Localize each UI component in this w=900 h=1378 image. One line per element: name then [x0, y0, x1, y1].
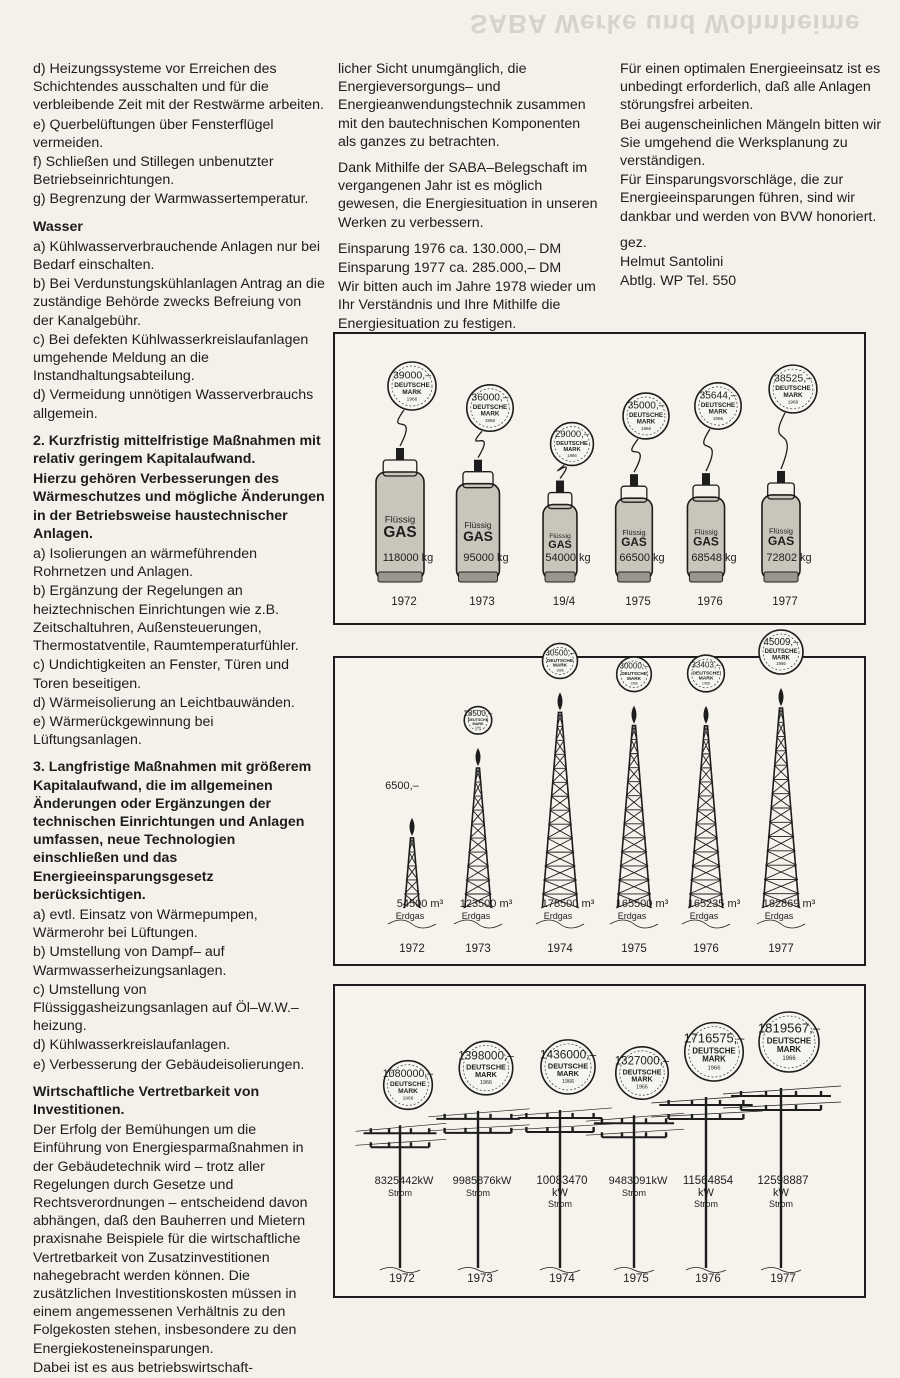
strom-sublabel: Strom	[387, 1188, 413, 1198]
tank-label-fluessig: Flüssig	[622, 527, 646, 537]
paragraph: b) Umstellung von Dampf– auf Warmwasserheizungsanlagen.	[33, 944, 227, 979]
quantity-label: 123500 m³	[459, 898, 513, 910]
ground-line	[682, 920, 730, 928]
coin-text-year: 1966	[630, 681, 638, 686]
erdgas-sublabel: Erdgas	[689, 911, 719, 921]
quantity-label: 11564854	[682, 1175, 734, 1187]
gas-tank-valve	[556, 481, 564, 493]
coin-text-year: 1966	[707, 1065, 721, 1072]
coin-text-year: 1966	[406, 397, 418, 403]
quantity-label: 182869 m³	[762, 898, 816, 910]
paragraph: Dank Mithilfe der SABA–Belegschaft im vergangenen Jahr ist es möglich gewesen, die Energiesituation in unseren Werken zu verbessern.	[338, 160, 598, 231]
derrick-lattice	[616, 726, 652, 908]
strom-sublabel: Strom	[621, 1188, 647, 1198]
paragraph: g) Begrenzung der Warmwassertemperatur.	[33, 191, 309, 208]
year-label: 1977	[770, 1273, 796, 1285]
coin-text-year: 1966	[402, 1096, 414, 1102]
year-label: 1975	[621, 943, 647, 955]
gas-tank-foot	[689, 572, 722, 582]
coin-text-deutsche: DEUTSCHE	[467, 717, 489, 722]
coin-value-label: 39000,–	[392, 369, 432, 382]
coin-text-mark: MARK	[702, 1054, 726, 1064]
quantity-label: 9985876kW	[452, 1175, 512, 1187]
signature-name: Helmut Santolini	[620, 254, 724, 271]
tank-label-fluessig: Flüssig	[768, 526, 794, 536]
coin-text-mark: MARK	[631, 1076, 653, 1084]
coin-text-year: 1966	[567, 452, 577, 458]
year-label: 1972	[391, 596, 417, 608]
section-heading-4: Wirtschaftliche Vertretbarkeit von Investitionen.	[33, 1083, 260, 1118]
fluessiggas-pictogram-chart	[335, 334, 864, 623]
coin-value-label: 35644,–	[699, 390, 737, 402]
gas-tank-foot	[545, 572, 575, 582]
tank-label-gas: GAS	[548, 539, 572, 552]
quantity-unit: kW	[552, 1187, 568, 1199]
coin-text-year: 1966	[701, 681, 711, 686]
signature-gez: gez.	[620, 234, 647, 251]
coin-value-label: 35000,–	[627, 400, 665, 412]
coin-value-label: 1327000,–	[614, 1055, 670, 1068]
coin-text-mark: MARK	[402, 388, 422, 396]
paragraph: a) Isolierungen an wärmeführenden Rohrnetzen und Anlagen.	[33, 546, 257, 581]
gas-tank-foot	[459, 572, 498, 582]
year-label: 19/4	[552, 596, 576, 608]
coin-text-mark: MARK	[398, 1088, 418, 1096]
paragraph: Der Erfolg der Bemühungen um die Einführung von Energiesparmaßnahmen in der Gebäudetechnik wird – trotz aller Regelungen durch Gesetze und Rechtsverordnungen – entscheidend davon abhängen, daß den Bauherren und Mietern praxisnahe Beispiele für die wirtschaftliche Vertretbarkeit von Zusatzinvestitionen nahegebracht werden können. Die zusätzlichen Investitionskosten müssen in einem angemessenen Verhältnis zu den Folgekosten stehen, insbesondere zu den Energiekosteneinsparungen.	[33, 1122, 308, 1357]
ground-line	[686, 1268, 726, 1273]
flame	[704, 706, 709, 724]
year-label: 1976	[697, 596, 723, 608]
gas-tank-valve	[702, 473, 710, 485]
gas-tank-valve	[630, 474, 638, 486]
derrick-lattice	[463, 768, 492, 908]
coin-text-mark: MARK	[783, 391, 803, 399]
coin-text-deutsche: DEUTSCHE	[692, 671, 720, 677]
coin-text-deutsche: DEUTSCHE	[764, 649, 798, 656]
coin-text-deutsche: DEUTSCHE	[692, 1046, 736, 1056]
tank-label-fluessig: Flüssig	[464, 520, 492, 531]
hose	[558, 465, 567, 478]
paragraph: Wir bitten auch im Jahre 1978 wieder um Ihr Verständnis und Ihre Mithilfe die Energiesituation zu festigen.	[338, 279, 596, 332]
quantity-label: 8325442kW	[374, 1175, 434, 1187]
ground-line	[388, 920, 436, 928]
text-column-1	[33, 60, 325, 1378]
strom-sublabel: Strom	[768, 1199, 794, 1209]
tank-label-gas: GAS	[621, 535, 647, 549]
coin-value-label: 1819567,–	[757, 1020, 821, 1036]
coin-text-mark: MARK	[627, 675, 641, 681]
hose	[476, 431, 485, 457]
ground-line	[380, 1268, 420, 1273]
ground-line	[458, 1268, 498, 1273]
derrick-lattice	[541, 712, 579, 908]
quantity-label: 54500 m³	[396, 898, 444, 910]
quantity-label: 118000 kg	[382, 552, 434, 564]
tank-label-fluessig: Flüssig	[384, 514, 416, 526]
paragraph: Bei augenscheinlichen Mängeln bitten wir Sie umgehend die Werksplanung zu verständigen.	[620, 116, 882, 170]
coin-text-mark: MARK	[698, 676, 714, 682]
year-label: 1977	[772, 596, 798, 608]
coin-value-label: 33403,–	[691, 660, 721, 670]
quantity-label: 10083470	[536, 1175, 588, 1187]
flame	[476, 748, 481, 766]
coin-value-label: 1398000,–	[458, 1049, 514, 1063]
hose	[779, 413, 788, 469]
paragraph: c) Undichtigkeiten an Fenster, Türen und Toren beseitigen.	[33, 657, 290, 692]
coin-text-year: 1966	[556, 668, 564, 673]
coin-text-deutsche: DEUTSCHE	[394, 382, 430, 390]
coin-text-deutsche: DEUTSCHE	[622, 1069, 662, 1077]
year-label: 1973	[469, 596, 495, 608]
paragraph: d) Kühlwasserkreislaufanlagen.	[33, 1037, 231, 1054]
year-label: 1975	[625, 596, 651, 608]
coin-text-mark: MARK	[557, 1068, 579, 1078]
coin-text-year: 1966	[480, 1080, 492, 1087]
coin-value-label: 30500,–	[545, 648, 575, 658]
flame	[558, 692, 563, 710]
quantity-label: 72802 kg	[766, 552, 812, 564]
ground-line	[610, 920, 658, 928]
coin-value-label: 30000,–	[619, 661, 649, 671]
section-heading-2: 2. Kurzfristig mittelfristige Maßnahmen mit relativ geringem Kapitalaufwand.	[33, 432, 321, 468]
paragraph: c) Bei defekten Kühlwasserkreislaufanlagen umgehende Meldung an die Instandhaltungsabteilung.	[33, 331, 309, 385]
quantity-unit: kW	[698, 1187, 714, 1199]
year-label: 1974	[547, 943, 573, 955]
paragraph: b) Bei Verdunstungskühlanlagen Antrag an die zuständige Behörde zwecks Befreiung von der Kanalgebühr.	[33, 276, 325, 329]
year-label: 1977	[768, 943, 794, 955]
paragraph: e) Querbelüftungen über Fensterflügel vermeiden.	[33, 116, 274, 151]
coin-text-mark: MARK	[475, 1069, 497, 1079]
coin-text-mark: MARK	[563, 447, 581, 454]
coin-text-deutsche: DEUTSCHE	[466, 1062, 506, 1072]
coin-value-label: 45009,–	[763, 636, 799, 648]
hose	[398, 410, 407, 446]
coin-text-year: 1966	[776, 661, 786, 667]
erdgas-sublabel: Erdgas	[617, 911, 647, 921]
year-label: 1975	[623, 1273, 649, 1285]
year-label: 1972	[389, 1273, 415, 1285]
savings-1976: Einsparung 1976 ca. 130.000,– DM	[338, 240, 562, 257]
ground-line	[536, 920, 584, 928]
derrick-lattice	[688, 726, 724, 908]
strom-sublabel: Strom	[547, 1199, 573, 1209]
gas-tank-valve	[474, 460, 482, 472]
year-label: 1973	[465, 943, 491, 955]
paragraph: e) Wärmerückgewinnung bei Lüftungsanlagen.	[33, 713, 214, 749]
coin-text-year: 1966	[484, 417, 496, 423]
coin-text-mark: MARK	[776, 1044, 802, 1054]
gas-tank-foot	[618, 572, 651, 582]
flame	[779, 688, 784, 706]
section-heading-wasser: Wasser	[33, 218, 83, 235]
coin-text-deutsche: DEUTSCHE	[556, 441, 588, 448]
tank-label-gas: GAS	[693, 534, 719, 549]
coin-text-deutsche: DEUTSCHE	[766, 1036, 812, 1046]
paragraph: licher Sicht unumgänglich, die Energieversorgungs– und Energieanwendungstechnik zusammen mit den bautechnischen Komponenten als ganzes zu betrachten.	[338, 61, 586, 150]
quantity-label: 68548 kg	[691, 552, 737, 564]
quantity-unit: kW	[773, 1187, 789, 1199]
section-heading-3: 3. Langfristige Maßnahmen mit größerem Kapitalaufwand, die im allgemeinen Änderungen oder Ergänzungen der technischen Einrichtungen und Anlagen umfassen, neue Technologien einschließen und das Energieeinsparungsgesetz berücksichtigen.	[33, 759, 312, 903]
chart-panel-strom	[333, 984, 866, 1298]
paragraph: Für Einsparungsvorschläge, die zur Energieeinsparungen führen, sind wir dankbar und werden von BVW honoriert.	[620, 172, 877, 225]
paragraph: a) Kühlwasserverbrauchende Anlagen nur bei Bedarf einschalten.	[33, 238, 321, 274]
ground-line	[757, 920, 805, 928]
coin-text-year: 1966	[474, 726, 482, 730]
ghost-header-bleedthrough: SABA Werke und Wohnheime	[470, 9, 861, 39]
coin-text-deutsche: DEUTSCHE	[547, 1061, 589, 1071]
coin-text-mark: MARK	[480, 410, 500, 418]
quantity-label: 9483091kW	[608, 1175, 668, 1187]
coin-text-mark: MARK	[472, 721, 484, 726]
coin-text-year: 1966	[640, 425, 652, 431]
coin-value-label: 38525,–	[774, 372, 812, 385]
coin-text-deutsche: DEUTSCHE	[547, 658, 573, 664]
cost-label: 6500,–	[385, 779, 419, 792]
year-label: 1976	[693, 943, 719, 955]
paragraph: f) Schließen und Stillegen unbenutzter Betriebseinrichtungen.	[33, 154, 274, 189]
coin-text-mark: MARK	[552, 663, 568, 669]
quantity-label: 178500 m³	[541, 898, 595, 910]
text-column-2	[338, 60, 600, 334]
coin-value-label: 29000,–	[554, 428, 590, 440]
erdgas-pictogram-chart	[335, 636, 864, 964]
quantity-label: 12598887	[757, 1175, 809, 1187]
paragraph: Für einen optimalen Energieeinsatz ist es unbedingt erforderlich, daß alle Anlagen störungsfrei arbeiten.	[620, 61, 881, 114]
chart-panel-fluessiggas	[333, 332, 866, 625]
paragraph: e) Verbesserung der Gebäudeisolierungen.	[33, 1056, 305, 1073]
coin-text-mark: MARK	[636, 418, 656, 426]
coin-value-label: 18500,–	[463, 708, 493, 718]
coin-text-deutsche: DEUTSCHE	[389, 1081, 427, 1089]
coin-value-label: 1436000,–	[539, 1047, 597, 1062]
year-label: 1972	[399, 943, 425, 955]
coin-text-deutsche: DEUTSCHE	[700, 402, 736, 410]
coin-text-deutsche: DEUTSCHE	[621, 671, 647, 677]
erdgas-sublabel: Erdgas	[461, 911, 491, 921]
quantity-label: 54000 kg	[545, 552, 591, 564]
erdgas-sublabel: Erdgas	[764, 911, 794, 921]
section-subheading-2: Hierzu gehören Verbesserungen des Wärmeschutzes und mögliche Änderungen in der Betriebsweise haustechnischer Anlagen.	[33, 471, 325, 542]
coin-text-year: 1966	[712, 415, 724, 421]
gas-tank-valve	[777, 471, 785, 483]
paragraph: c) Umstellung von Flüssiggasheizungsanlagen auf Öl–W.W.–heizung.	[33, 981, 299, 1035]
quantity-label: 165500 m³	[615, 898, 669, 910]
coin-text-year: 1966	[636, 1084, 648, 1091]
coin-text-mark: MARK	[772, 655, 790, 662]
quantity-label: 165235 m³	[687, 898, 741, 910]
tank-label-fluessig: Flüssig	[549, 533, 571, 541]
coin-text-deutsche: DEUTSCHE	[628, 412, 664, 420]
coin-text-deutsche: DEUTSCHE	[472, 404, 508, 412]
erdgas-sublabel: Erdgas	[543, 911, 573, 921]
paragraph: d) Vermeidung unnötigen Wasserverbrauchs allgemein.	[33, 387, 314, 422]
paragraph: Dabei ist es aus betriebswirtschaft-	[33, 1359, 253, 1376]
ground-line	[614, 1268, 654, 1273]
year-label: 1976	[695, 1273, 721, 1285]
gas-tank-foot	[378, 572, 422, 582]
year-label: 1974	[549, 1273, 575, 1285]
erdgas-sublabel: Erdgas	[395, 911, 425, 921]
hose	[632, 439, 641, 472]
coin-text-year: 1966	[787, 400, 799, 406]
tank-label-gas: GAS	[767, 533, 795, 548]
paragraph: d) Heizungssysteme vor Erreichen des Schichtendes ausschalten und für die verbleibende Zeit mit der Restwärme arbeiten.	[33, 61, 324, 114]
text-column-3	[620, 60, 895, 291]
coin-value-label: 1080000,–	[382, 1068, 434, 1081]
coin-text-mark: MARK	[708, 408, 728, 416]
savings-1977: Einsparung 1977 ca. 285.000,– DM	[338, 260, 562, 277]
coin-text-year: 1966	[562, 1079, 574, 1086]
gas-tank-valve	[396, 448, 404, 460]
ground-line	[540, 1268, 580, 1273]
flame	[410, 818, 415, 836]
tank-label-gas: GAS	[383, 523, 417, 541]
derrick-lattice	[762, 708, 801, 908]
ground-line	[454, 920, 502, 928]
hose	[704, 429, 713, 471]
strom-sublabel: Strom	[465, 1188, 491, 1198]
coin-text-deutsche: DEUTSCHE	[775, 385, 811, 393]
paragraph: a) evtl. Einsatz von Wärmepumpen, Wärmerohr bei Lüftungen.	[33, 906, 258, 942]
year-label: 1973	[467, 1273, 493, 1285]
strom-sublabel: Strom	[693, 1199, 719, 1209]
ground-line	[761, 1268, 801, 1273]
coin-value-label: 36000,–	[471, 392, 509, 404]
quantity-label: 95000 kg	[463, 552, 509, 564]
quantity-label: 66500 kg	[619, 552, 665, 564]
chart-panel-erdgas	[333, 636, 866, 966]
paragraph: d) Wärmeisolierung an Leichtbauwänden.	[33, 694, 295, 711]
tank-label-fluessig: Flüssig	[694, 527, 718, 537]
paragraph: b) Ergänzung der Regelungen an heiztechnischen Einrichtungen wie z.B. Zeitschaltuhren, Außensteuerungen, Thermostatventile, Raumtemperaturfühler.	[33, 583, 299, 655]
coin-text-year: 1966	[782, 1056, 796, 1062]
coin-value-label: 1716575,–	[683, 1030, 745, 1046]
gas-tank-foot	[764, 572, 798, 582]
tank-label-gas: GAS	[463, 528, 493, 544]
signature-department: Abtlg. WP Tel. 550	[620, 273, 737, 290]
strom-pictogram-chart	[335, 986, 864, 1296]
flame	[632, 706, 637, 724]
